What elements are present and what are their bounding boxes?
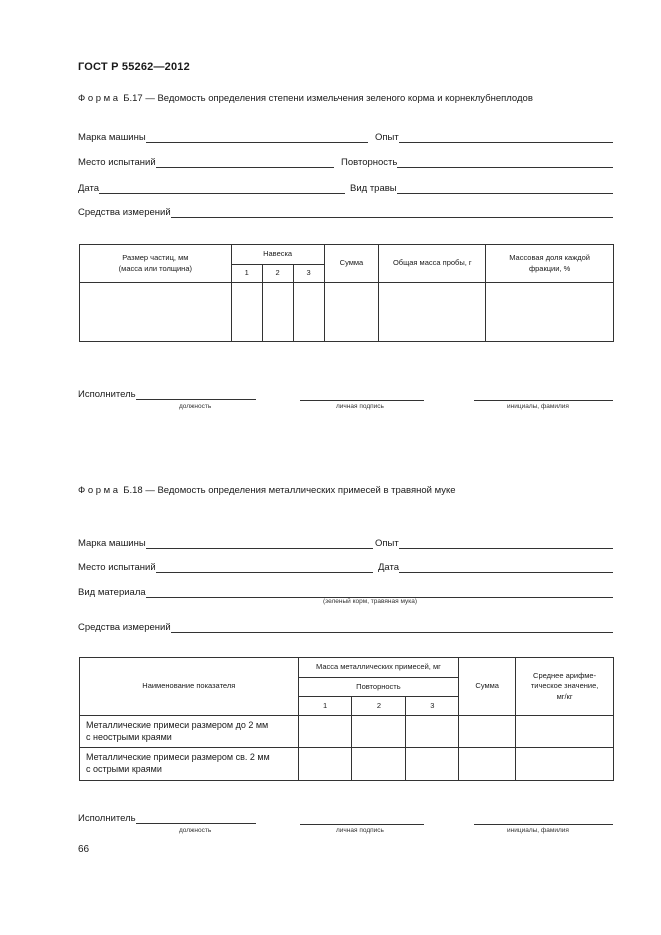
col-sum-header: Сумма [459, 658, 516, 716]
form-18-sign-caption: личная подпись [336, 827, 384, 834]
table-row [80, 748, 614, 781]
col-sample-1: 1 [231, 265, 262, 283]
form-18-executor-label: Исполнитель [78, 813, 136, 824]
form-17-sign-caption: личная подпись [336, 403, 384, 410]
row-label: Металлические примеси размером св. 2 мм с острыми краями [80, 748, 299, 781]
table-cell[interactable] [262, 283, 293, 342]
col-mass-header: Масса металлических примесей, мг [298, 658, 459, 678]
col-average-header: Среднее арифме- тическое значение, мг/кг [516, 658, 614, 716]
form-17-trial-label: Опыт [375, 132, 399, 143]
col-fraction-header: Массовая доля каждой фракции, % [486, 245, 614, 283]
table-cell[interactable] [352, 748, 406, 781]
table-cell[interactable] [459, 748, 516, 781]
form-17-repeat-field[interactable] [341, 155, 613, 168]
table-row [80, 716, 614, 748]
col-repeat-3: 3 [406, 697, 459, 716]
form-17-place-label: Место испытаний [78, 157, 156, 168]
table-cell[interactable] [516, 748, 614, 781]
col-sample-header: Навеска [231, 245, 324, 265]
form-18-machine-label: Марка машины [78, 538, 146, 549]
form-17-grass-label: Вид травы [350, 183, 397, 194]
document-header: ГОСТ Р 55262—2012 [78, 61, 190, 73]
form-18-place-label: Место испытаний [78, 562, 156, 573]
form-18-position-caption: должность [179, 827, 212, 834]
form-17-sign-line[interactable] [300, 400, 424, 401]
form-17-grass-field[interactable] [350, 181, 613, 194]
form-18-material-hint: (зеленый корм, травяная мука) [323, 598, 417, 605]
col-name-header: Наименование показателя [80, 658, 299, 716]
form-18-text: Б.18 — Ведомость определения металлических примесей в травяной муке [123, 485, 456, 496]
form-18-date-label: Дата [378, 562, 400, 573]
col-sum-header: Сумма [324, 245, 379, 283]
form-18-trial-field[interactable] [375, 536, 613, 549]
col-repeat-header: Повторность [298, 678, 459, 697]
form-18-title [78, 485, 456, 496]
form-18-material-label: Вид материала [78, 587, 146, 598]
form-17-machine-label: Марка машины [78, 132, 146, 143]
form-18-label: Форма [78, 485, 121, 496]
table-cell[interactable] [293, 283, 324, 342]
form-18-machine-field[interactable] [78, 536, 373, 549]
table-cell[interactable] [231, 283, 262, 342]
form-17-date-field[interactable] [78, 181, 345, 194]
form-18-sign-line[interactable] [300, 824, 424, 825]
table-cell[interactable] [324, 283, 379, 342]
form-17-repeat-label: Повторность [341, 157, 398, 168]
col-repeat-2: 2 [352, 697, 406, 716]
row-label: Металлические примеси размером до 2 мм с неострыми краями [80, 716, 299, 748]
table-cell[interactable] [406, 716, 459, 748]
form-18-name-line[interactable] [474, 824, 613, 825]
form-17-date-label: Дата [78, 183, 100, 194]
table-cell[interactable] [459, 716, 516, 748]
table-cell[interactable] [298, 716, 352, 748]
form-18-tools-field[interactable] [78, 620, 613, 633]
table-cell[interactable] [406, 748, 459, 781]
col-total-header: Общая масса пробы, г [379, 245, 486, 283]
table-cell[interactable] [80, 283, 232, 342]
form-18-executor-field[interactable] [78, 811, 256, 824]
form-18-date-field[interactable] [378, 560, 613, 573]
form-17-trial-field[interactable] [375, 130, 613, 143]
table-cell[interactable] [379, 283, 486, 342]
form-17-executor-label: Исполнитель [78, 389, 136, 400]
form-17-name-line[interactable] [474, 400, 613, 401]
form-17-name-caption: инициалы, фамилия [507, 403, 569, 410]
col-repeat-1: 1 [298, 697, 352, 716]
col-size-header: Размер частиц, мм (масса или толщина) [80, 245, 232, 283]
form-17-machine-field[interactable] [78, 130, 368, 143]
form-17-place-field[interactable] [78, 155, 334, 168]
table-cell[interactable] [298, 748, 352, 781]
form-18-trial-label: Опыт [375, 538, 399, 549]
form-18-table [79, 657, 614, 781]
page-number: 66 [78, 844, 90, 855]
form-17-executor-field[interactable] [78, 387, 256, 400]
form-17-position-caption: должность [179, 403, 212, 410]
form-17-table [79, 244, 614, 342]
form-18-name-caption: инициалы, фамилия [507, 827, 569, 834]
table-cell[interactable] [516, 716, 614, 748]
form-17-label: Форма [78, 93, 121, 104]
form-17-tools-label: Средства измерений [78, 207, 171, 218]
form-18-material-field[interactable] [78, 585, 613, 598]
form-17-tools-field[interactable] [78, 205, 613, 218]
table-cell[interactable] [352, 716, 406, 748]
col-sample-3: 3 [293, 265, 324, 283]
form-17-text: Б.17 — Ведомость определения степени измельчения зеленого корма и корнеклубнеплодов [123, 93, 533, 104]
form-17-title [78, 93, 533, 104]
table-cell[interactable] [486, 283, 614, 342]
col-sample-2: 2 [262, 265, 293, 283]
form-18-place-field[interactable] [78, 560, 373, 573]
form-18-tools-label: Средства измерений [78, 622, 171, 633]
